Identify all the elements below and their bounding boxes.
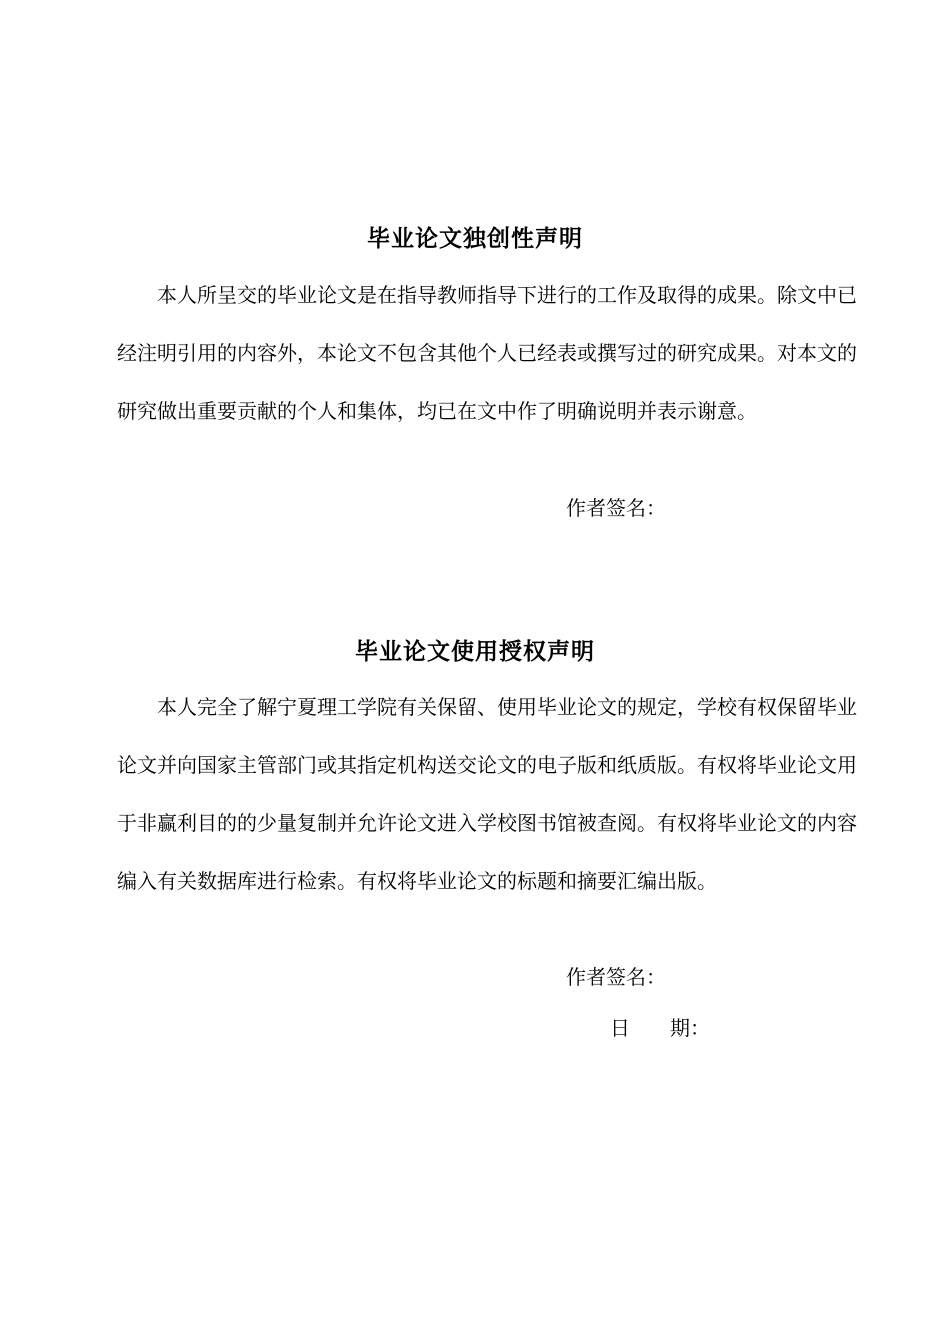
- originality-signature-label: 作者签名：: [566, 496, 666, 520]
- originality-title: 毕业论文独创性声明: [367, 225, 583, 252]
- authorization-title: 毕业论文使用授权声明: [355, 638, 595, 665]
- authorization-body: 本人完全了解宁夏理工学院有关保留、使用毕业论文的规定，学校有权保留毕业论文并向国家主管部门或其指定机构送交论文的电子版和纸质版。有权将毕业论文用于非赢利目的的少量复制并允许论文进入学校图书馆被查阅。有权将毕业论文的内容编入有关数据库进行检索。有权将毕业论文的标题和摘要汇编出版。: [117, 695, 857, 893]
- originality-body: 本人所呈交的毕业论文是在指导教师指导下进行的工作及取得的成果。除文中已经注明引用的内容外，本论文不包含其他个人已经表或撰写过的研究成果。对本文的研究做出重要贡献的个人和集体，均已在文中作了明确说明并表示谢意。: [117, 283, 857, 423]
- authorization-date-label: 日 期：: [610, 1016, 710, 1040]
- authorization-signature-label: 作者签名：: [566, 965, 666, 989]
